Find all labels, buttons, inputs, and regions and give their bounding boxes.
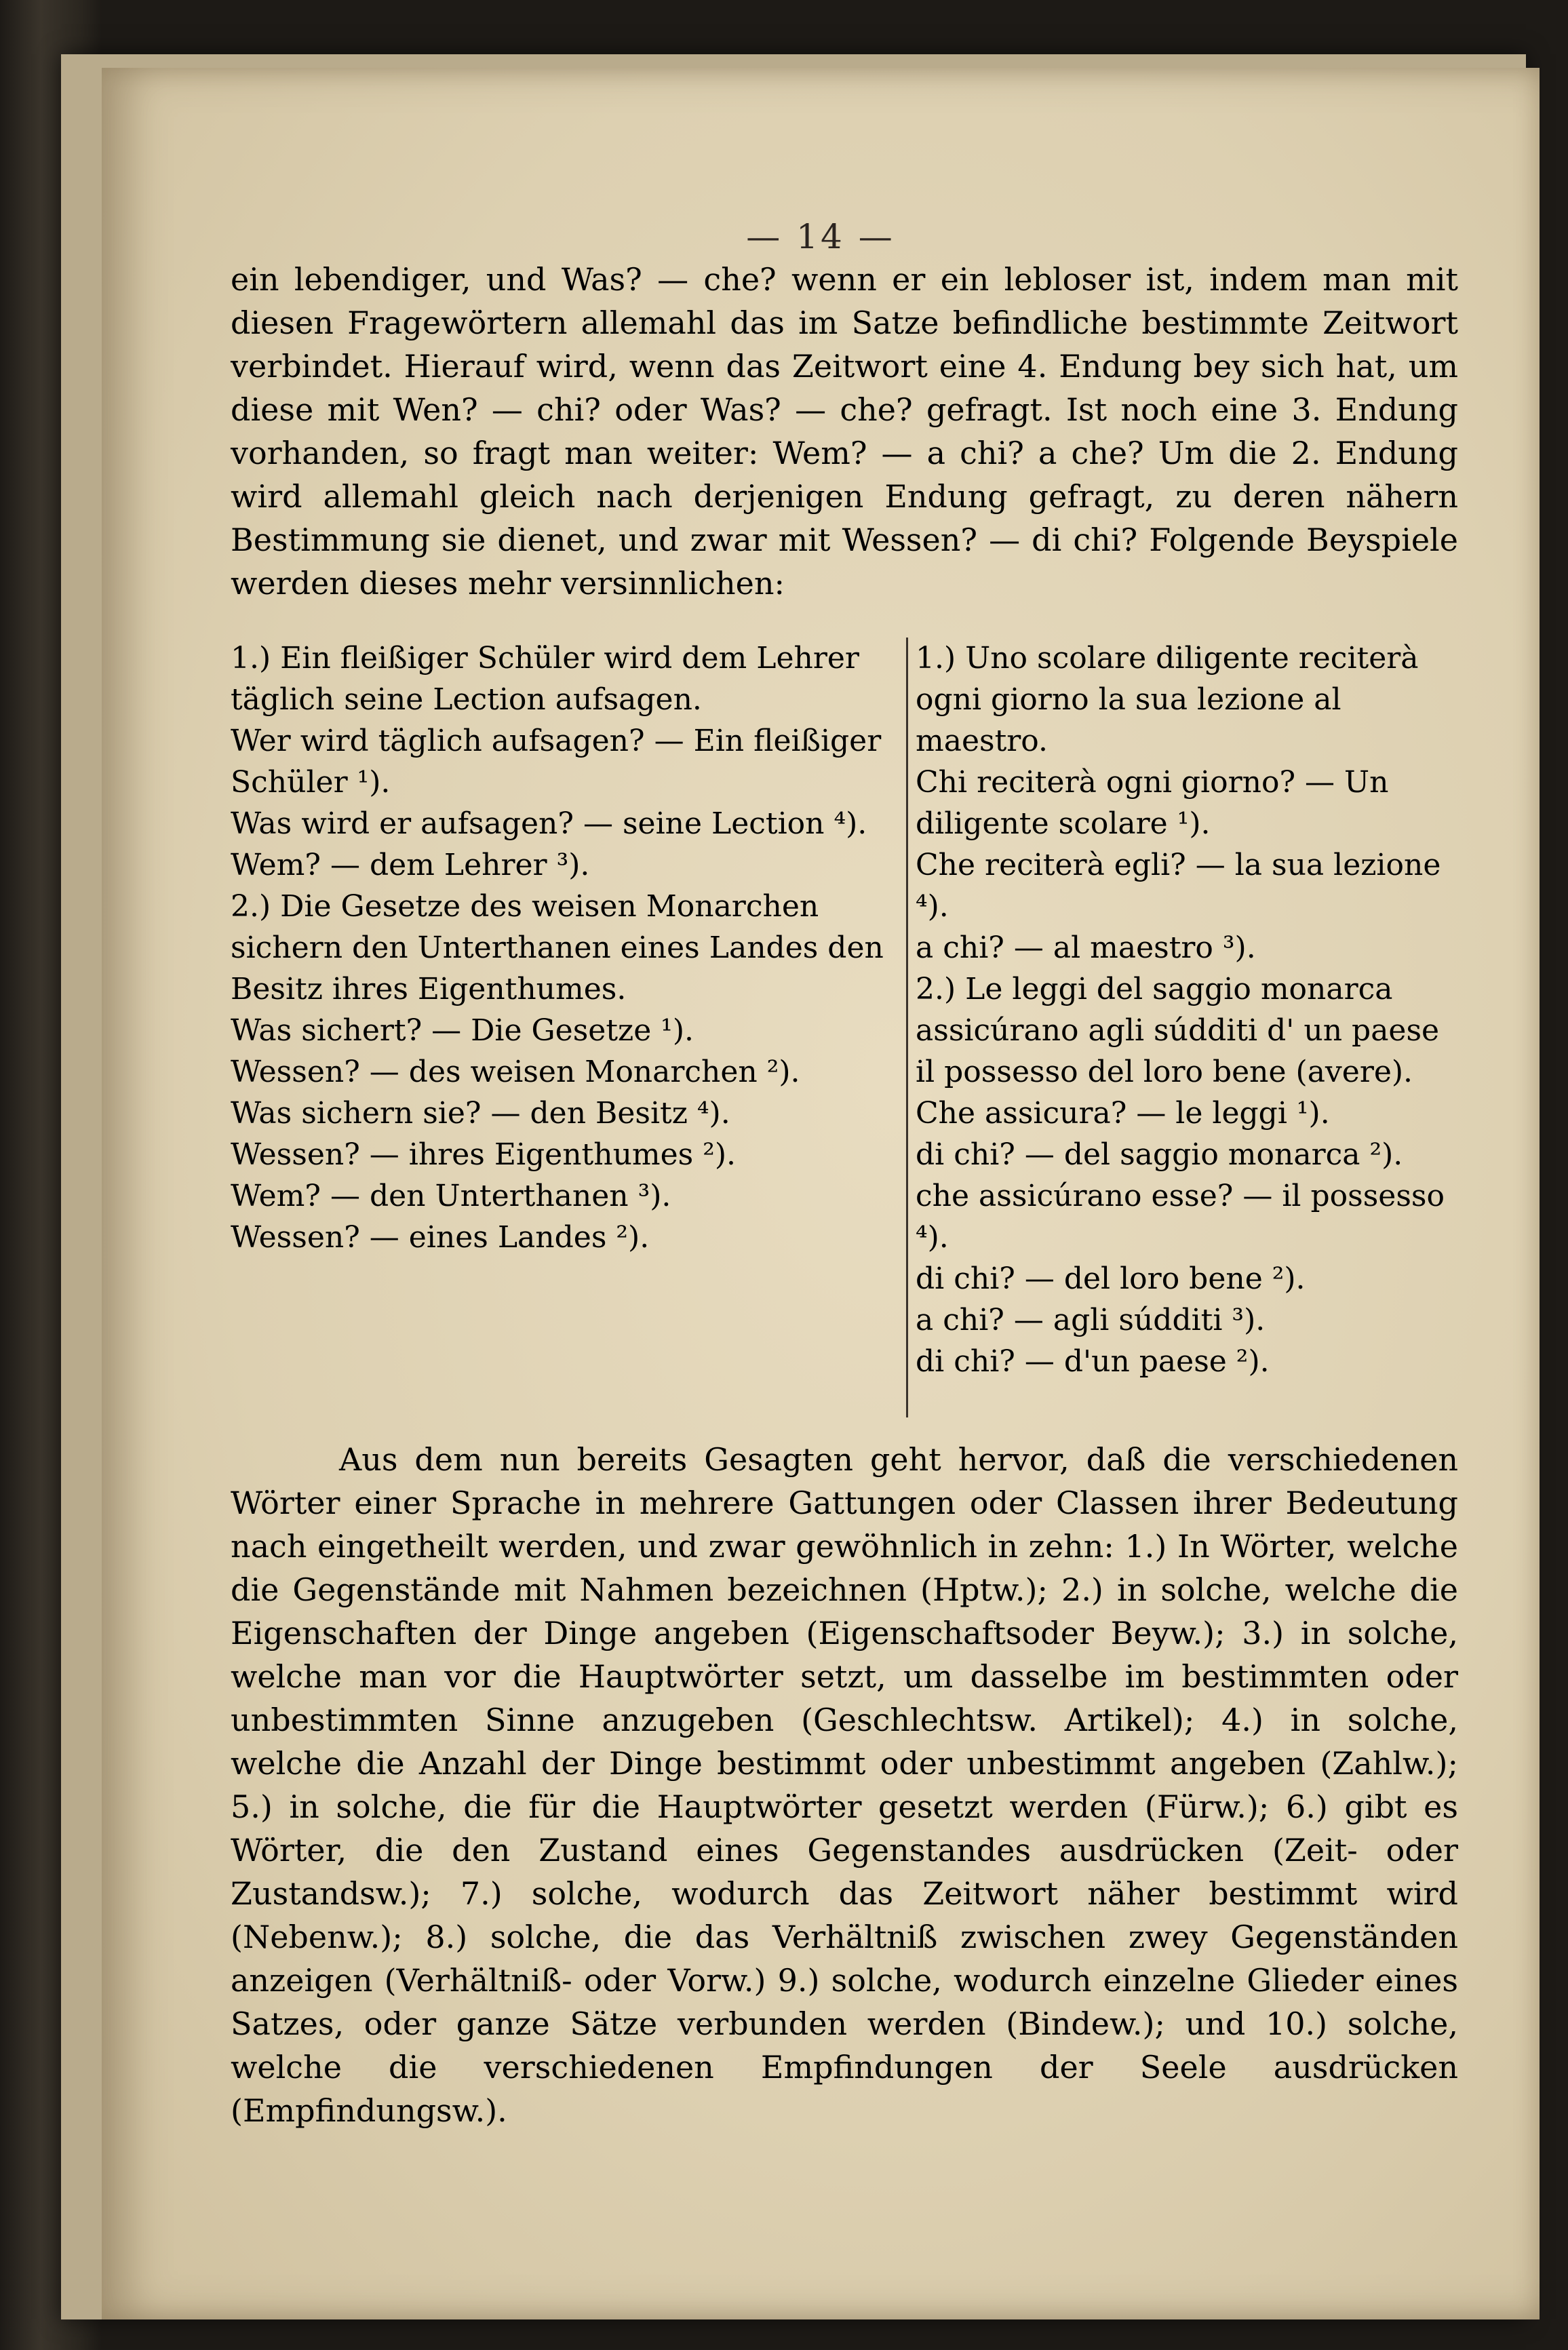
italian-column bbox=[916, 638, 1458, 1382]
german-column bbox=[231, 638, 908, 1417]
intro-paragraph-block bbox=[231, 258, 1458, 605]
example-line: di chi? — del loro bene ²). bbox=[916, 1261, 1306, 1296]
example-line: di chi? — del saggio monarca ²). bbox=[916, 1137, 1403, 1172]
example-line: Wessen? — ihres Eigenthumes ²). bbox=[231, 1137, 737, 1172]
example-line: Wessen? — eines Landes ²). bbox=[231, 1220, 650, 1255]
example-line: a chi? — agli súdditi ³). bbox=[916, 1303, 1266, 1337]
example-line: Was wird er aufsagen? — seine Lection ⁴). bbox=[231, 806, 867, 841]
example-line: che assicúrano esse? — il possesso ⁴). bbox=[916, 1179, 1445, 1255]
example-line: a chi? — al maestro ³). bbox=[916, 931, 1256, 965]
example-line: Chi reciterà ogni giorno? — Un diligente scolare ¹). bbox=[916, 765, 1389, 841]
example-line: Wem? — den Unterthanen ³). bbox=[231, 1179, 671, 1213]
example-line: 1.) Ein fleißiger Schüler wird dem Lehrer täglich seine Lection aufsagen. bbox=[231, 641, 859, 717]
example-line: Wem? — dem Lehrer ³). bbox=[231, 848, 590, 882]
example-line: di chi? — d'un paese ²). bbox=[916, 1344, 1270, 1379]
example-line: Was sichern sie? — den Besitz ⁴). bbox=[231, 1096, 730, 1131]
example-line: Was sichert? — Die Gesetze ¹). bbox=[231, 1013, 694, 1048]
two-column-examples bbox=[231, 638, 1458, 1431]
closing-paragraph-block bbox=[231, 1438, 1458, 2132]
example-line: Che assicura? — le leggi ¹). bbox=[916, 1096, 1330, 1131]
example-line: Wessen? — des weisen Monarchen ²). bbox=[231, 1055, 800, 1089]
closing-paragraph: Aus dem nun bereits Gesagten geht hervor, daß die verschiedenen Wörter einer Sprache in mehrere Gattungen oder Classen ihrer Bedeutung nach eingetheilt werden, und zwar gewöhnlich in zehn: 1.) In Wörter, welche die Gegenstände mit Nahmen bezeichnen (Hptw.); 2.) in solche, welche die Eigenschaften der Dinge angeben (Eigenschaftsoder Beyw.); 3.) in solche, welche man vor die Hauptwörter setzt, um dasselbe im bestimmten oder unbestimmten Sinne anzugeben (Geschlechtsw. Artikel); 4.) in solche, welche die Anzahl der Dinge bestimmt oder unbestimmt angeben (Zahlw.); 5.) in solche, die für die Hauptwörter gesetzt werden (Fürw.); 6.) gibt es Wörter, die den Zustand eines Gegenstandes ausdrücken (Zeit- oder Zustandsw.); 7.) solche, wodurch das Zeitwort näher bestimmt wird (Nebenw.); 8.) solche, die das Verhältniß zwischen zwey Gegenständen anzeigen (Verhältniß- oder Vorw.) 9.) solche, wodurch einzelne Glieder eines Satzes, oder ganze Sätze verbunden werden (Bindew.); und 10.) solche, welche die verschiedenen Empfindungen der Seele ausdrücken (Empfindungsw.). bbox=[231, 1441, 1458, 2129]
intro-paragraph: ein lebendiger, und Was? — che? wenn er ein lebloser ist, indem man mit diesen Fragewörtern allemahl das im Satze befindliche bestimmte Zeitwort verbindet. Hierauf wird, wenn das Zeitwort eine 4. Endung bey sich hat, um diese mit Wen? — chi? oder Was? — che? gefragt. Ist noch eine 3. Endung vorhanden, so fragt man weiter: Wem? — a chi? a che? Um die 2. Endung wird allemahl gleich nach derjenigen Endung gefragt, zu deren nähern Bestimmung sie dienet, und zwar mit Wessen? — di chi? Folgende Beyspiele werden dieses mehr versinnlichen: bbox=[231, 261, 1458, 602]
example-line: 2.) Le leggi del saggio monarca assicúrano agli súdditi d' un paese il possesso del loro bene (avere). bbox=[916, 972, 1440, 1089]
example-line: 1.) Uno scolare diligente reciterà ogni giorno la sua lezione al maestro. bbox=[916, 641, 1419, 758]
example-line: Wer wird täglich aufsagen? — Ein fleißiger Schüler ¹). bbox=[231, 724, 882, 800]
example-line: 2.) Die Gesetze des weisen Monarchen sichern den Unterthanen eines Landes den Besitz ihres Eigenthumes. bbox=[231, 889, 884, 1006]
example-line: Che reciterà egli? — la sua lezione ⁴). bbox=[916, 848, 1441, 924]
page-number: — 14 — bbox=[746, 217, 895, 256]
